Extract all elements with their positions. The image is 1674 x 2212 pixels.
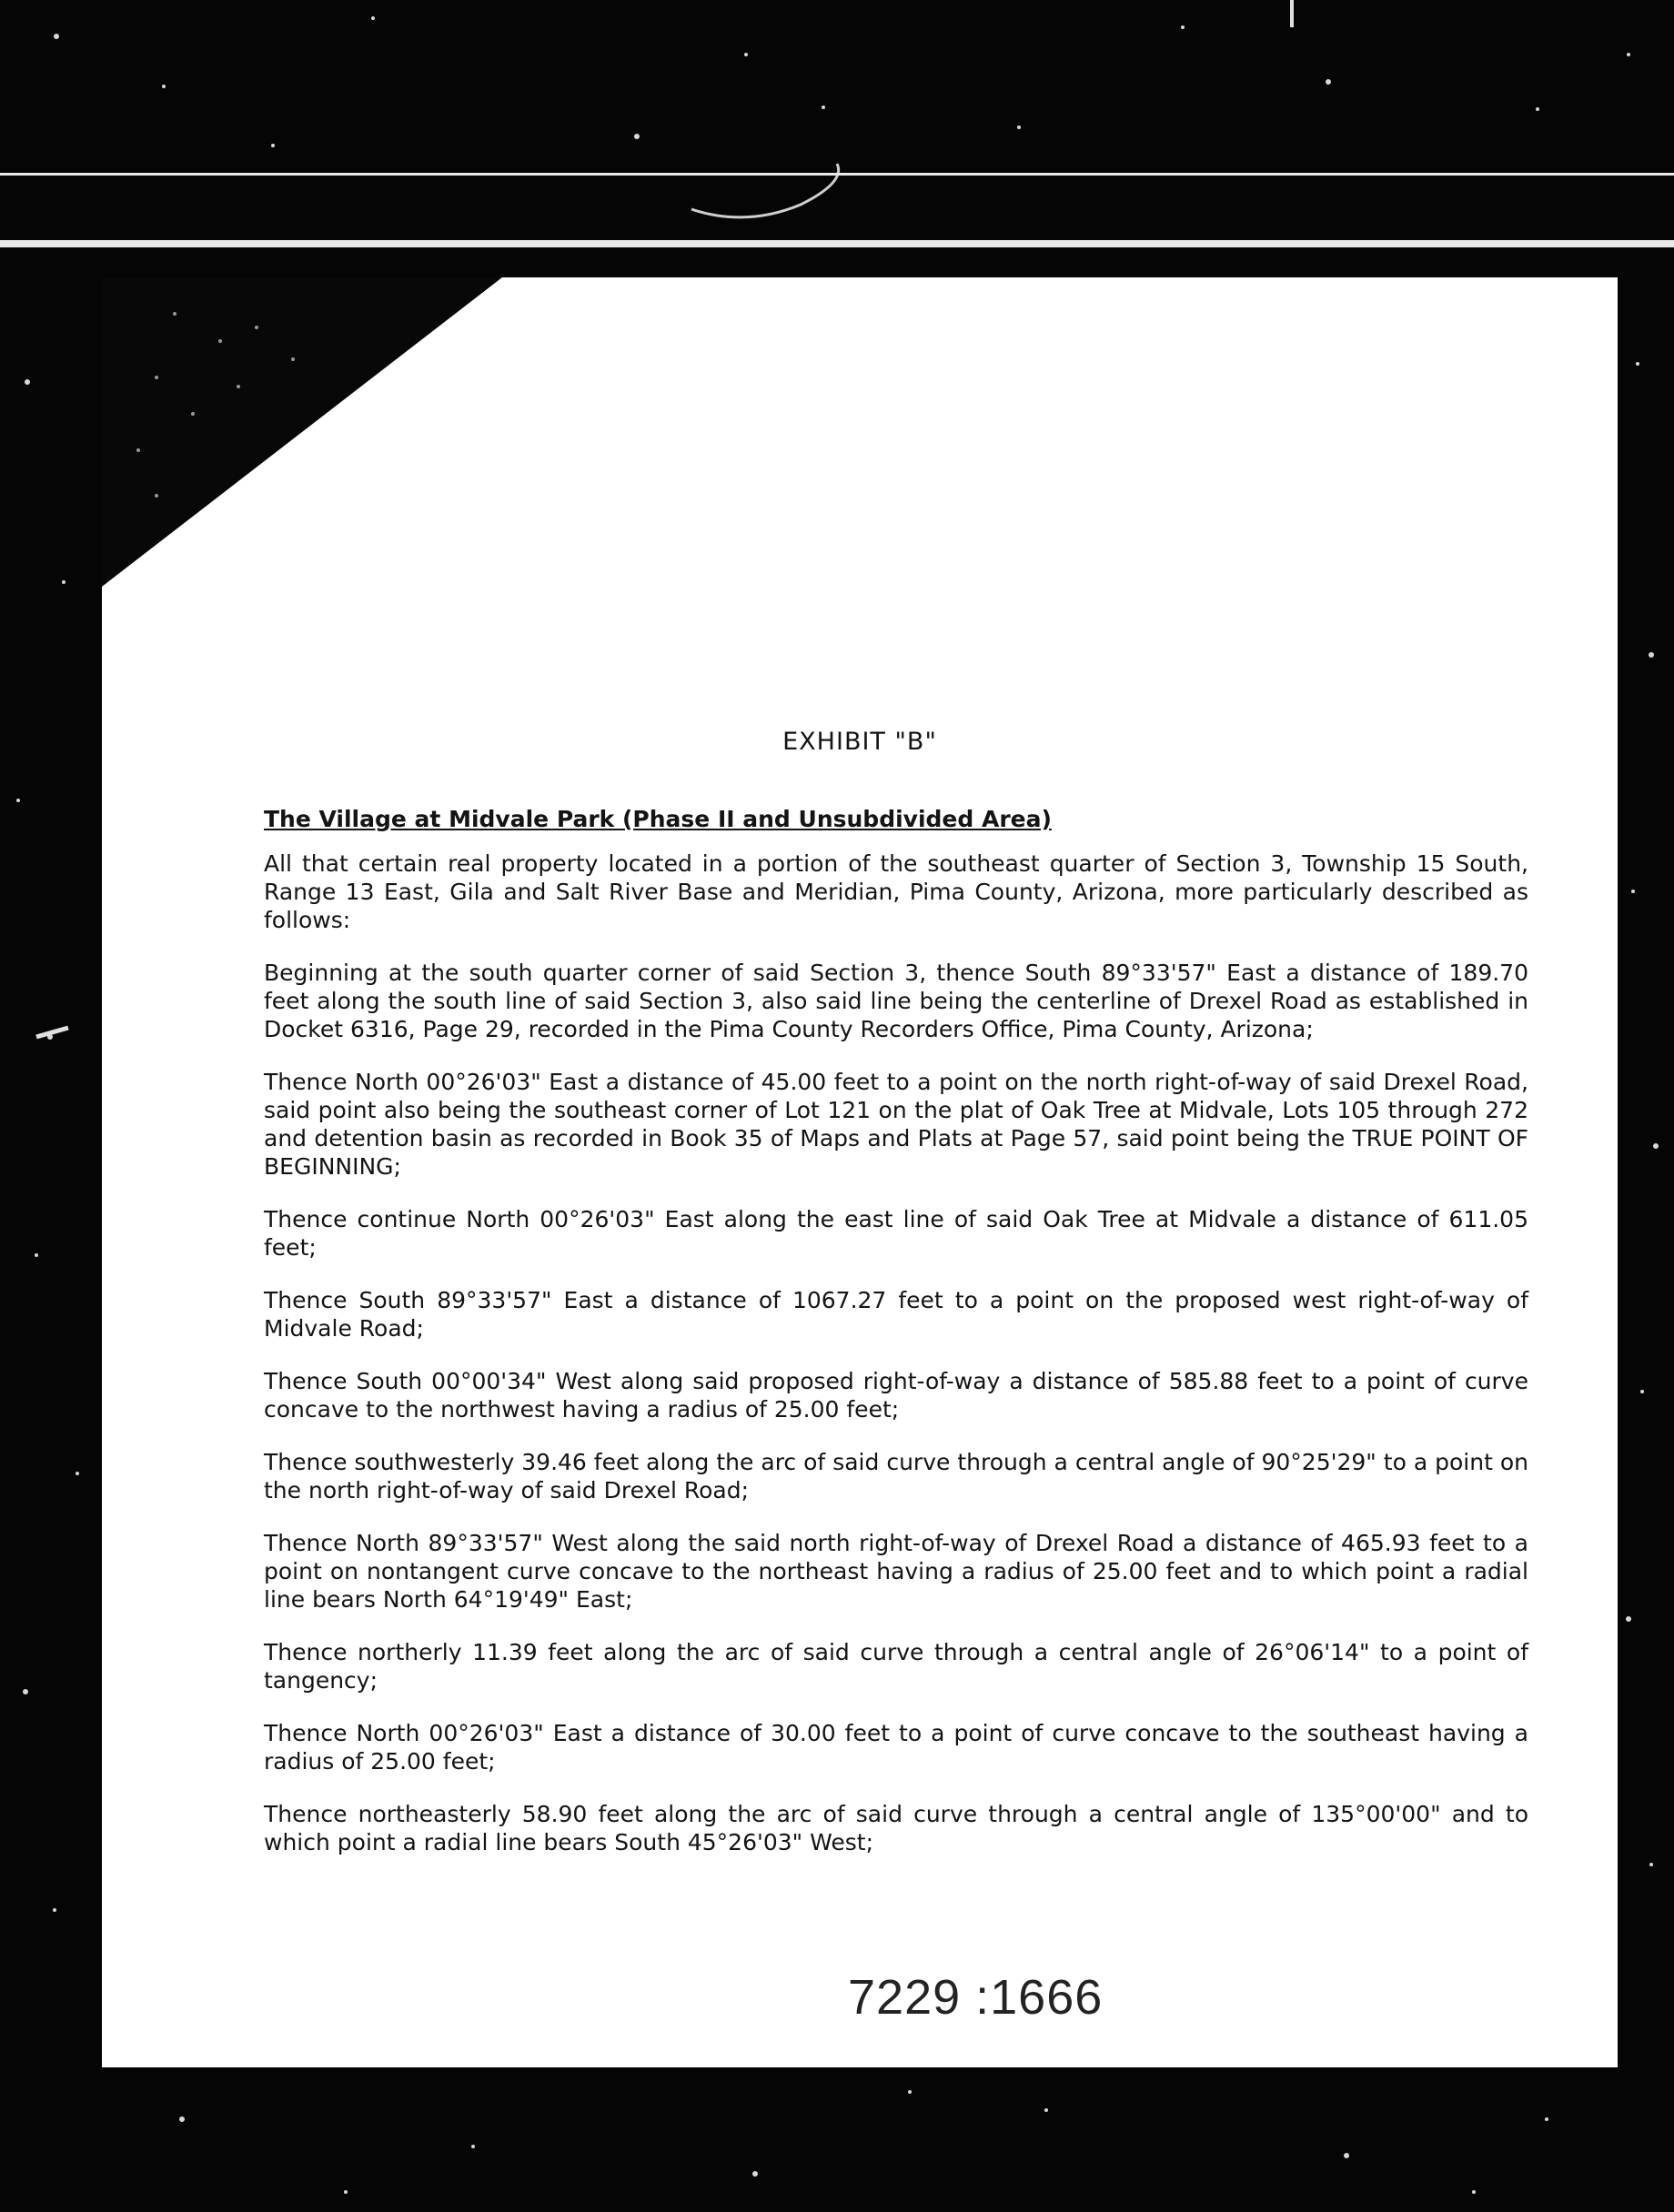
paragraph: Thence North 00°26'03" East a distance of 45.00 feet to a point on the north right-of-way of said Drexel Road, said point also being the southeast corner of Lot 121 on the plat of Oak Tree at Midvale, Lots 105 through 272 and detention basin as recorded in Book 35 of Maps and Plats at Page 57, said point being the TRUE POINT OF BEGINNING;	[264, 1069, 1528, 1180]
paragraph: Thence North 89°33'57" West along the said north right-of-way of Drexel Road a distance of 465.93 feet to a point on nontangent curve concave to the northeast having a radius of 25.00 feet and to which point a radial line bears North 64°19'49" East;	[264, 1530, 1528, 1613]
scan-line-top	[0, 173, 1674, 176]
paragraph: Thence North 00°26'03" East a distance of 30.00 feet to a point of curve concave to the southeast having a radius of 25.00 feet;	[264, 1720, 1528, 1775]
paragraph: Thence southwesterly 39.46 feet along the arc of said curve through a central angle of 90°25'29" to a point on the north right-of-way of said Drexel Road;	[264, 1449, 1528, 1503]
exhibit-title: EXHIBIT "B"	[782, 728, 937, 756]
legal-description	[264, 805, 1528, 1881]
paragraph: All that certain real property located in a portion of the southeast quarter of Section 3, Township 15 South, Range 13 East, Gila and Salt River Base and Meridian, Pima County, Arizona, more particularly described as follows:	[264, 850, 1528, 933]
paragraph: Thence northerly 11.39 feet along the arc of said curve through a central angle of 26°06'14" to a point of tangency;	[264, 1639, 1528, 1694]
paragraph: Thence northeasterly 58.90 feet along the arc of said curve through a central angle of 135°00'00" and to which point a radial line bears South 45°26'03" West;	[264, 1801, 1528, 1855]
property-title: The Village at Midvale Park (Phase II and Unsubdivided Area)	[264, 806, 1052, 832]
scan-line-bottom	[0, 240, 1674, 247]
paragraph: Thence continue North 00°26'03" East along the east line of said Oak Tree at Midvale a distance of 611.05 feet;	[264, 1206, 1528, 1261]
paragraph: Thence South 00°00'34" West along said proposed right-of-way a distance of 585.88 feet to a point of curve concave to the northwest having a radius of 25.00 feet;	[264, 1368, 1528, 1423]
document-page	[102, 277, 1618, 2067]
folded-corner-shadow	[102, 277, 520, 605]
document-stamp-number: 7229 :1666	[848, 1970, 1104, 2025]
paragraph: Beginning at the south quarter corner of said Section 3, thence South 89°33'57" East a distance of 189.70 feet along the south line of said Section 3, also said line being the centerline of Drexel Road as established in Docket 6316, Page 29, recorded in the Pima County Recorders Office, Pima County, Arizona;	[264, 960, 1528, 1042]
paragraph: Thence South 89°33'57" East a distance of 1067.27 feet to a point on the proposed west right-of-way of Midvale Road;	[264, 1287, 1528, 1342]
